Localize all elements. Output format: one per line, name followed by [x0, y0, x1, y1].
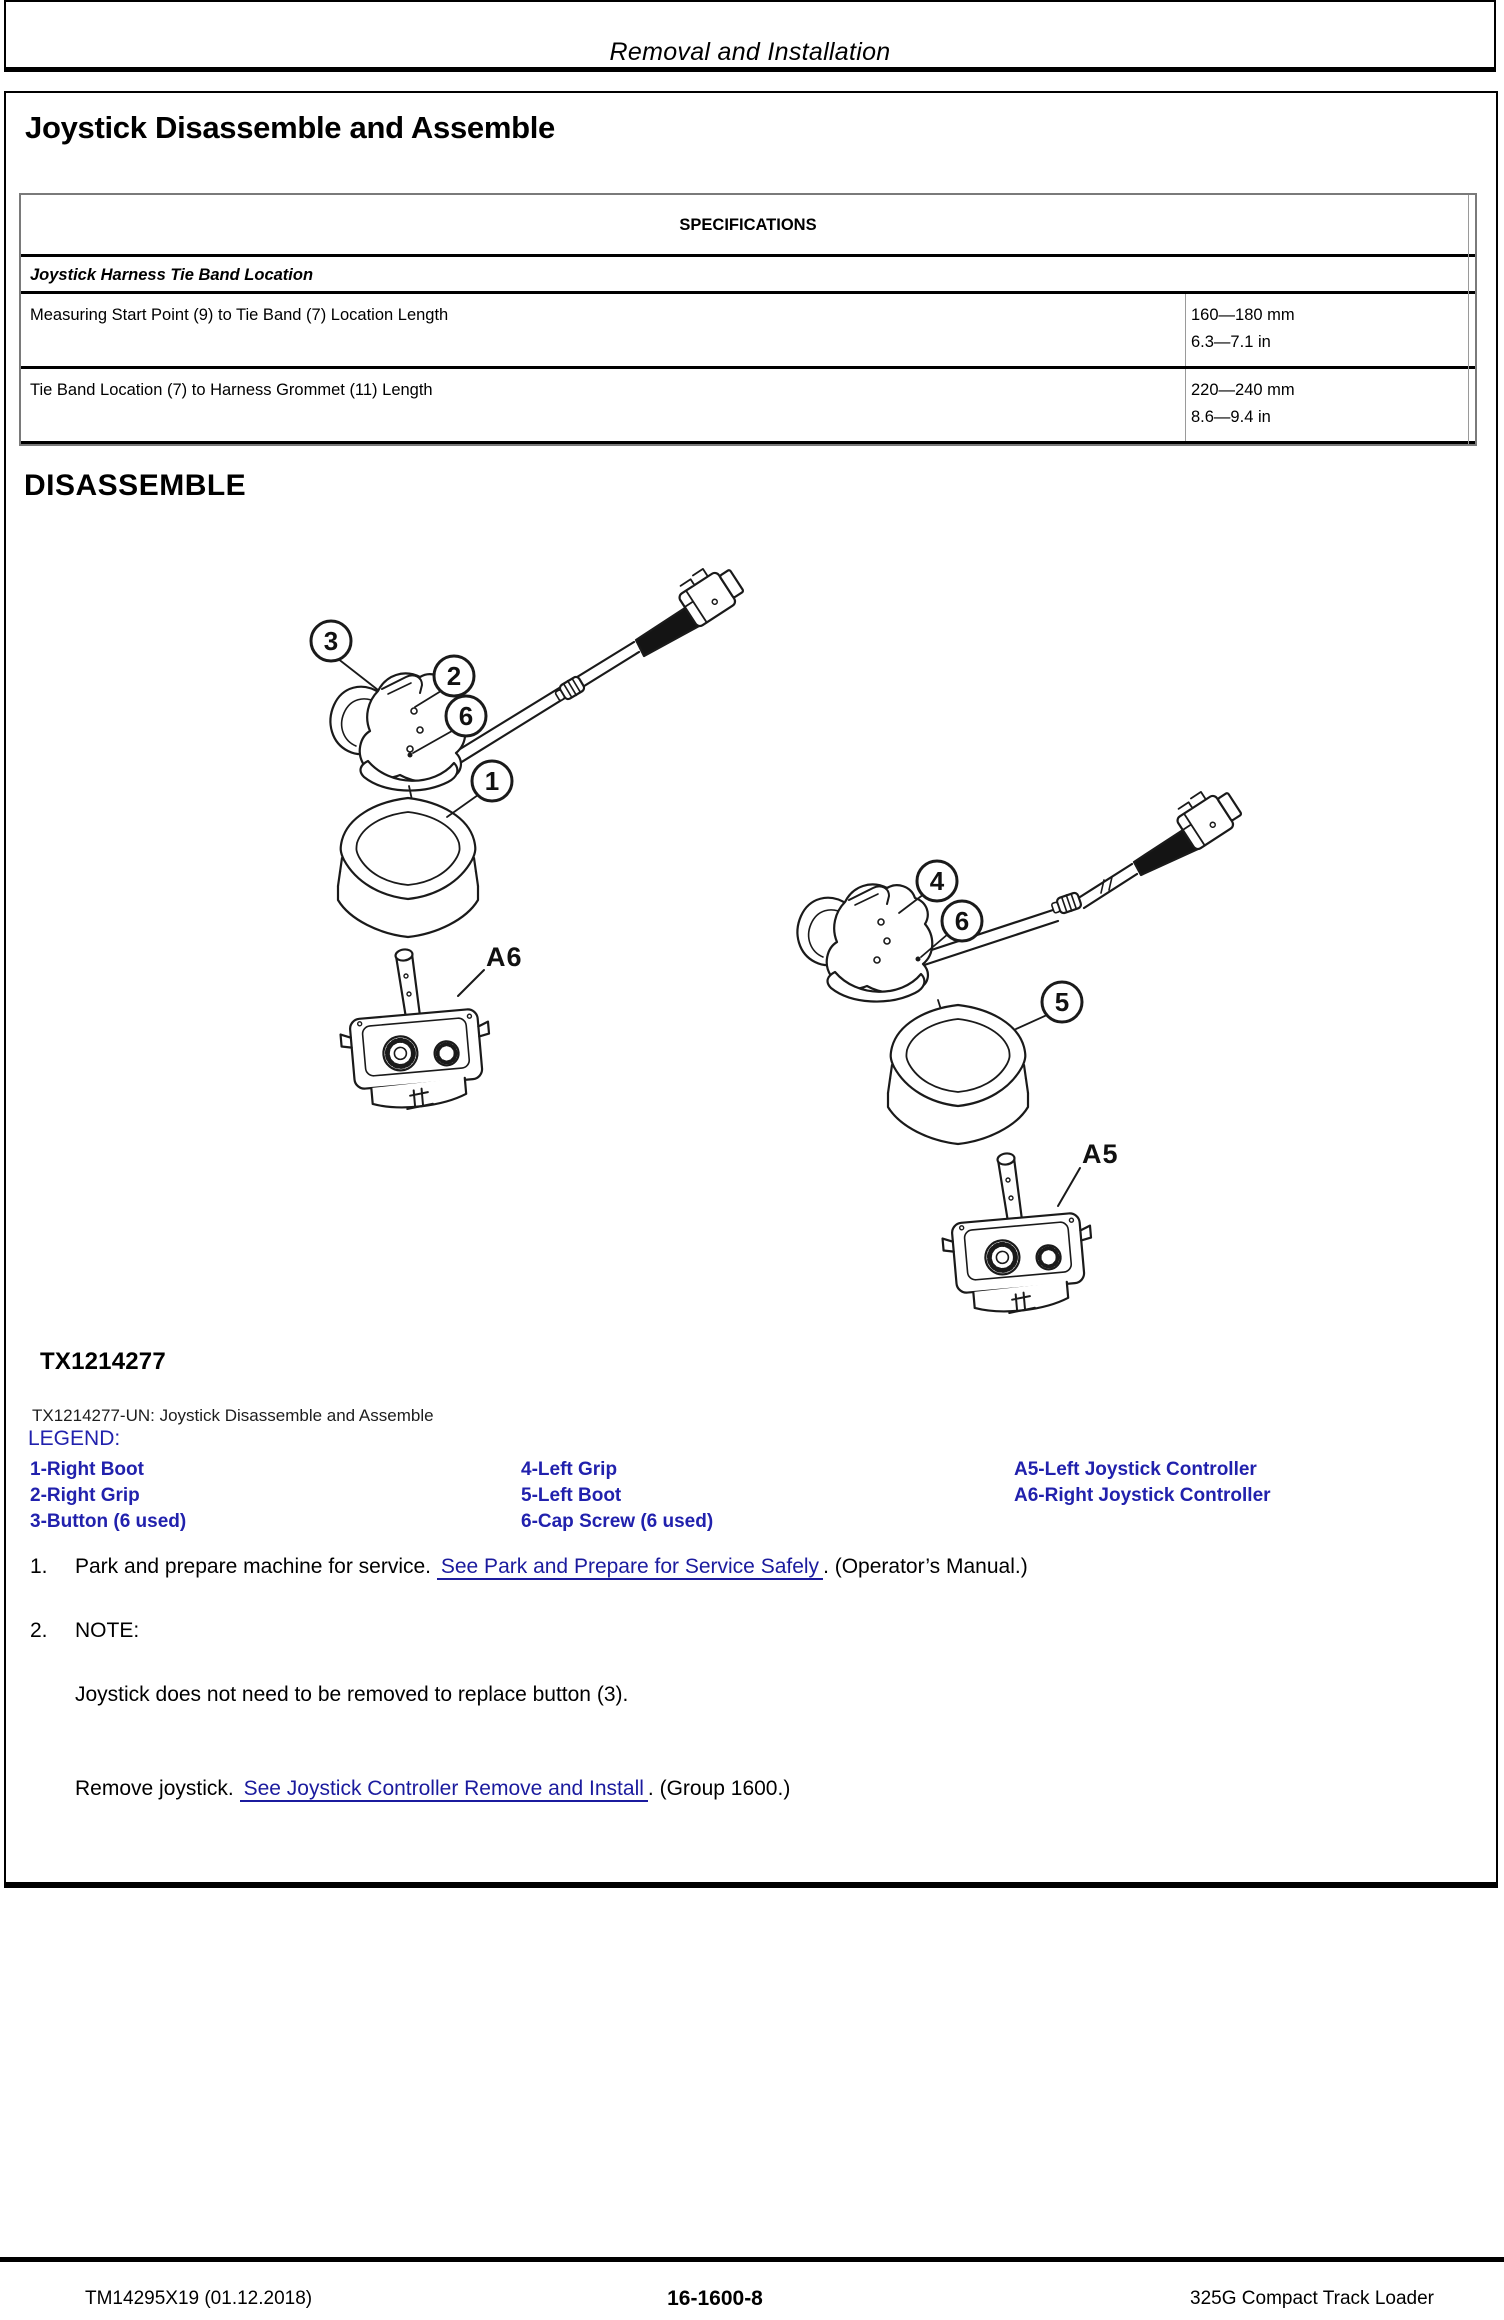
footer-document-number: TM14295X19 (01.12.2018) [85, 2288, 313, 2309]
step-1 [30, 1555, 1028, 1579]
figure-caption: TX1214277-UN: Joystick Disassemble and Assemble [32, 1406, 434, 1425]
link-park-and-prepare[interactable]: See Park and Prepare for Service Safely [437, 1555, 823, 1580]
legend-item: 2-Right Grip [30, 1485, 140, 1506]
legend-item: 5-Left Boot [521, 1485, 622, 1506]
running-header: Removal and Installation [609, 38, 891, 66]
legend-heading: LEGEND: [28, 1427, 121, 1450]
spec-metric: 160—180 mm [1191, 306, 1295, 324]
footer-model: 325G Compact Track Loader [1190, 2288, 1434, 2309]
step-2-action [75, 1777, 790, 1801]
harness-cable [1080, 864, 1137, 908]
callout-4-number: 4 [929, 866, 945, 896]
right-joystick-assembly [311, 557, 747, 1114]
right-joystick-controller [339, 948, 495, 1114]
link-joystick-controller-remove[interactable]: See Joystick Controller Remove and Install [240, 1777, 648, 1802]
table-row [21, 294, 1475, 369]
label-a6: A6 [486, 942, 523, 972]
spec-metric: 220—240 mm [1191, 381, 1295, 399]
cable-collar [1050, 891, 1082, 916]
step-text-before: Remove joystick. [75, 1777, 234, 1800]
right-boot [338, 798, 478, 937]
spec-values [1185, 294, 1475, 366]
legend-item: 4-Left Grip [521, 1459, 618, 1480]
legend-item [1014, 1510, 1450, 1533]
legend-item: 6-Cap Screw (6 used) [521, 1511, 714, 1532]
callout-6-right-number: 6 [458, 701, 474, 731]
page-header-box [4, 0, 1496, 72]
note-text: Joystick does not need to be removed to replace button (3). [75, 1683, 629, 1706]
figure-id: TX1214277 [40, 1348, 166, 1375]
label-a5: A5 [1082, 1139, 1119, 1169]
legend-item: A6-Right Joystick Controller [1014, 1485, 1271, 1506]
left-joystick-assembly [797, 780, 1245, 1318]
spec-imperial: 8.6—9.4 in [1191, 408, 1271, 426]
callout-6-left-number: 6 [954, 906, 970, 936]
note-label: NOTE: [75, 1619, 140, 1642]
callout-3-number: 3 [323, 626, 339, 656]
spec-label: Measuring Start Point (9) to Tie Band (7) Location Length [30, 306, 449, 324]
legend [30, 1458, 1450, 1533]
spec-values [1185, 369, 1475, 441]
step-text-after: . (Operator’s Manual.) [823, 1555, 1028, 1578]
footer-rule [0, 2257, 1504, 2262]
callout-5-number: 5 [1054, 987, 1070, 1017]
legend-item: A5-Left Joystick Controller [1014, 1459, 1257, 1480]
spec-table [19, 193, 1477, 446]
step-text-after: . (Group 1600.) [647, 1777, 791, 1800]
table-right-divider [1468, 195, 1469, 444]
page-title: Joystick Disassemble and Assemble [25, 110, 555, 145]
step-2 [30, 1619, 139, 1643]
step-text-before: Park and prepare machine for service. [75, 1555, 432, 1578]
left-boot [888, 1005, 1028, 1144]
callout-2-number: 2 [446, 661, 462, 691]
legend-item: 3-Button (6 used) [30, 1511, 187, 1532]
spec-table-header: SPECIFICATIONS [21, 195, 1475, 257]
callout-1-number: 1 [484, 766, 500, 796]
spec-label: Tie Band Location (7) to Harness Grommet (11) Length [30, 381, 433, 399]
legend-item: 1-Right Boot [30, 1459, 144, 1480]
joystick-exploded-diagram [20, 540, 1480, 1390]
step-number: 2. [30, 1619, 48, 1642]
step-text [75, 1555, 1028, 1579]
footer-page-number: 16-1600-8 [667, 2287, 763, 2310]
spec-imperial: 6.3—7.1 in [1191, 333, 1271, 351]
section-heading: DISASSEMBLE [24, 469, 247, 502]
table-row [21, 369, 1475, 444]
step-number: 1. [30, 1555, 48, 1578]
spec-group-title: Joystick Harness Tie Band Location [21, 257, 1475, 294]
